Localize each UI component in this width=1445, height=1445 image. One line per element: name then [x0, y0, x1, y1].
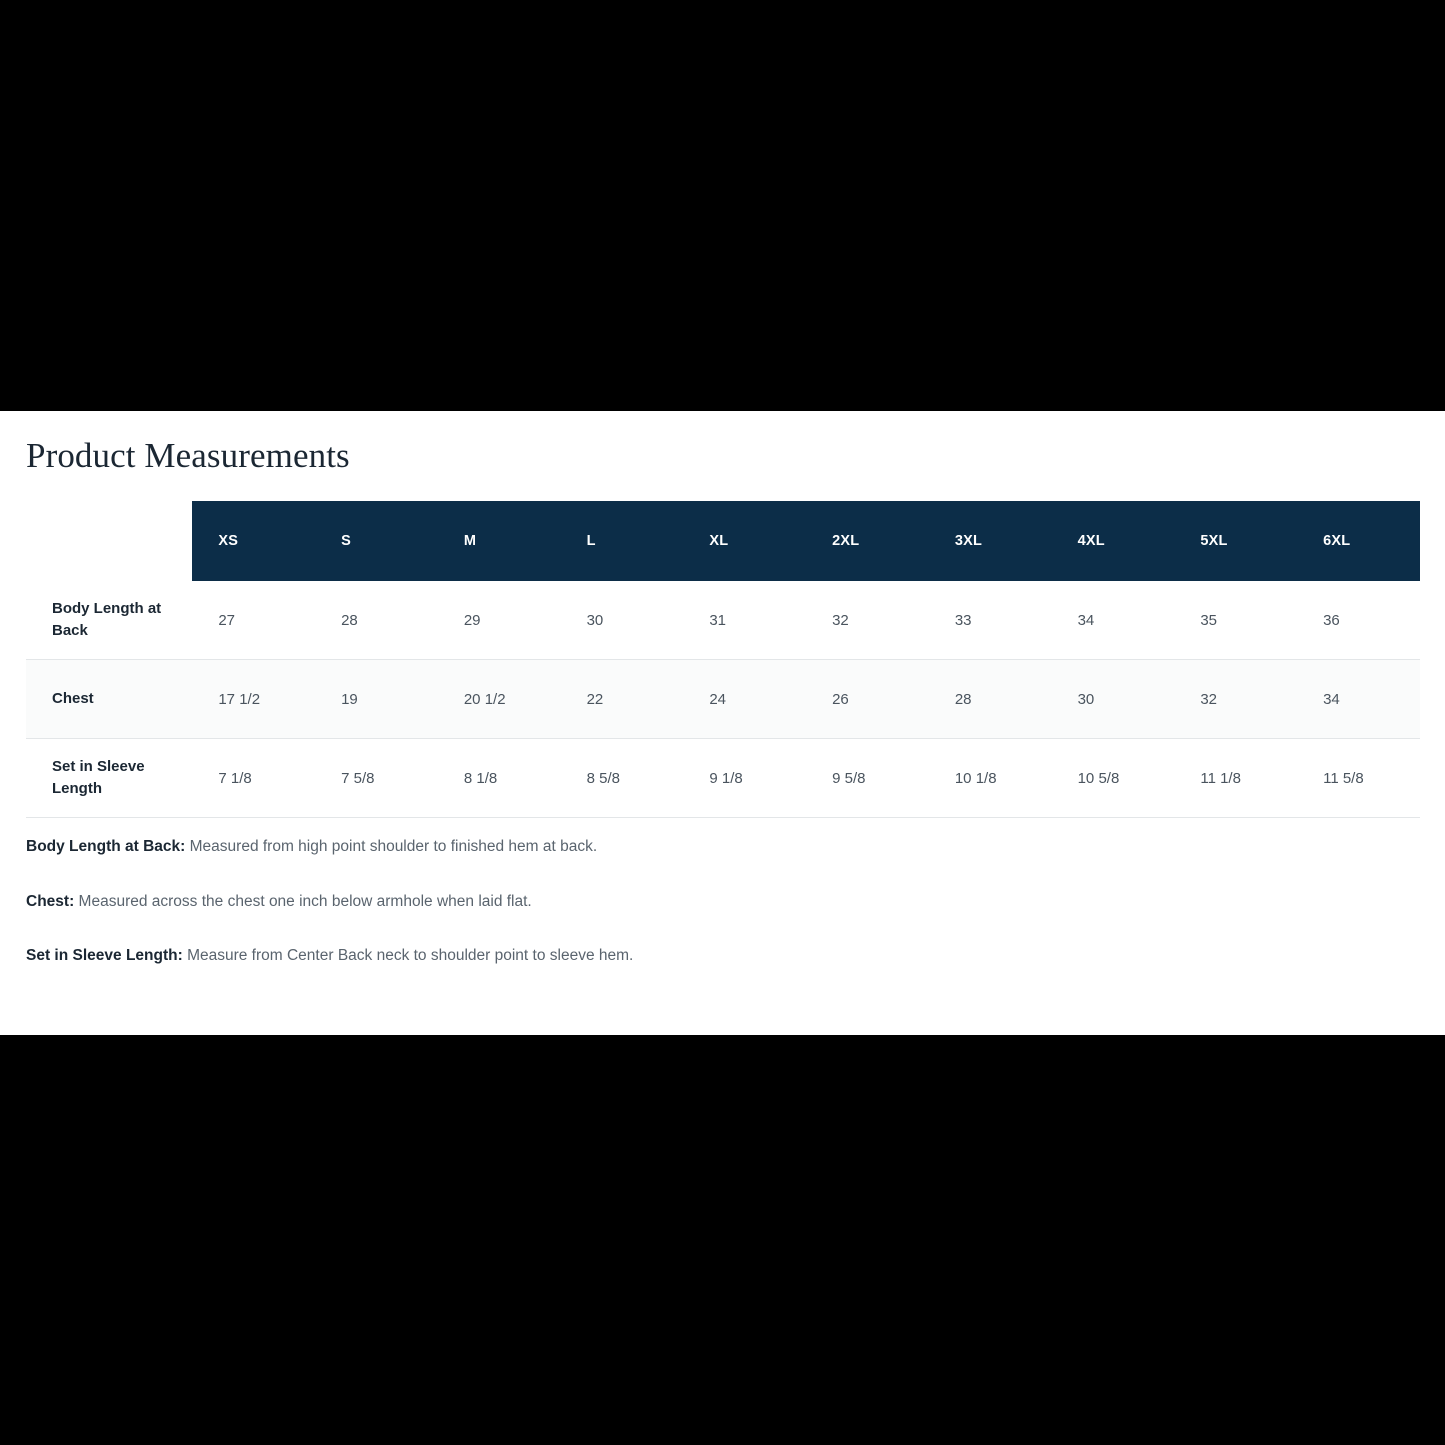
- column-header-label: M: [463, 533, 477, 549]
- table-row: [26, 581, 1420, 660]
- row-label-sleeve-length: Set in Sleeve Length: [26, 739, 192, 818]
- table-row: [26, 739, 1420, 818]
- column-header-m: [438, 501, 561, 581]
- cell-value: 29: [438, 581, 561, 660]
- note-term: Chest:: [26, 892, 75, 910]
- column-header-label: S: [341, 533, 351, 549]
- table-corner-cell: [26, 501, 192, 581]
- note-text: Measure from Center Back neck to shoulder point to sleeve hem.: [182, 947, 634, 965]
- note-body-length: [26, 836, 1326, 858]
- column-header-label: 2XL: [832, 533, 860, 549]
- cell-value: 9 1/8: [683, 739, 806, 818]
- cell-value: 11 5/8: [1297, 739, 1420, 818]
- top-letterbox-band: [0, 0, 1445, 411]
- cell-value: 10 1/8: [929, 739, 1052, 818]
- cell-value: 7 5/8: [315, 739, 438, 818]
- cell-value: 32: [1174, 660, 1297, 739]
- column-header-5xl: [1174, 501, 1297, 581]
- row-label-body-length: Body Length at Back: [26, 581, 192, 660]
- note-chest: [26, 891, 1326, 913]
- row-label-chest: Chest: [26, 660, 192, 739]
- measurement-notes: [26, 836, 1326, 1000]
- page-title: Product Measurements: [26, 436, 350, 475]
- cell-value: 34: [1052, 581, 1175, 660]
- column-header-s: [315, 501, 438, 581]
- column-header-l: [561, 501, 684, 581]
- cell-value: 35: [1174, 581, 1297, 660]
- cell-value: 32: [806, 581, 929, 660]
- cell-value: 20 1/2: [438, 660, 561, 739]
- note-text: Measured across the chest one inch below armhole when laid flat.: [74, 892, 532, 910]
- table-row: [26, 660, 1420, 739]
- column-header-3xl: [929, 501, 1052, 581]
- cell-value: 36: [1297, 581, 1420, 660]
- column-header-label: L: [586, 533, 596, 549]
- column-header-label: XL: [709, 533, 729, 549]
- note-text: Measured from high point shoulder to finished hem at back.: [185, 838, 598, 855]
- column-header-xl: [683, 501, 806, 581]
- cell-value: 8 5/8: [561, 739, 684, 818]
- column-header-label: 4XL: [1077, 533, 1105, 549]
- cell-value: 31: [683, 581, 806, 660]
- cell-value: 8 1/8: [438, 739, 561, 818]
- cell-value: 7 1/8: [192, 739, 315, 818]
- column-header-6xl: [1297, 501, 1420, 581]
- cell-value: 24: [683, 660, 806, 739]
- cell-value: 34: [1297, 660, 1420, 739]
- note-term: Set in Sleeve Length:: [26, 947, 183, 965]
- table-header: [26, 501, 1420, 581]
- cell-value: 33: [929, 581, 1052, 660]
- measurements-table: [26, 501, 1420, 818]
- measurements-table-wrap: [26, 501, 1420, 818]
- measurements-panel: [0, 411, 1445, 1035]
- cell-value: 9 5/8: [806, 739, 929, 818]
- column-header-label: 5XL: [1200, 533, 1228, 549]
- cell-value: 19: [315, 660, 438, 739]
- cell-value: 10 5/8: [1052, 739, 1175, 818]
- cell-value: 30: [1052, 660, 1175, 739]
- bottom-letterbox-band: [0, 1035, 1445, 1445]
- note-term: Body Length at Back:: [26, 838, 186, 855]
- column-header-label: 6XL: [1323, 533, 1351, 549]
- column-header-4xl: [1052, 501, 1175, 581]
- cell-value: 30: [561, 581, 684, 660]
- table-header-row: [26, 501, 1420, 581]
- cell-value: 26: [806, 660, 929, 739]
- column-header-label: XS: [218, 533, 239, 549]
- column-header-label: 3XL: [954, 533, 983, 549]
- column-header-xs: [192, 501, 315, 581]
- cell-value: 28: [929, 660, 1052, 739]
- cell-value: 17 1/2: [192, 660, 315, 739]
- column-header-2xl: [806, 501, 929, 581]
- cell-value: 22: [561, 660, 684, 739]
- cell-value: 28: [315, 581, 438, 660]
- cell-value: 11 1/8: [1174, 739, 1297, 818]
- note-sleeve-length: [26, 945, 1326, 967]
- cell-value: 27: [192, 581, 315, 660]
- table-body: [26, 581, 1420, 818]
